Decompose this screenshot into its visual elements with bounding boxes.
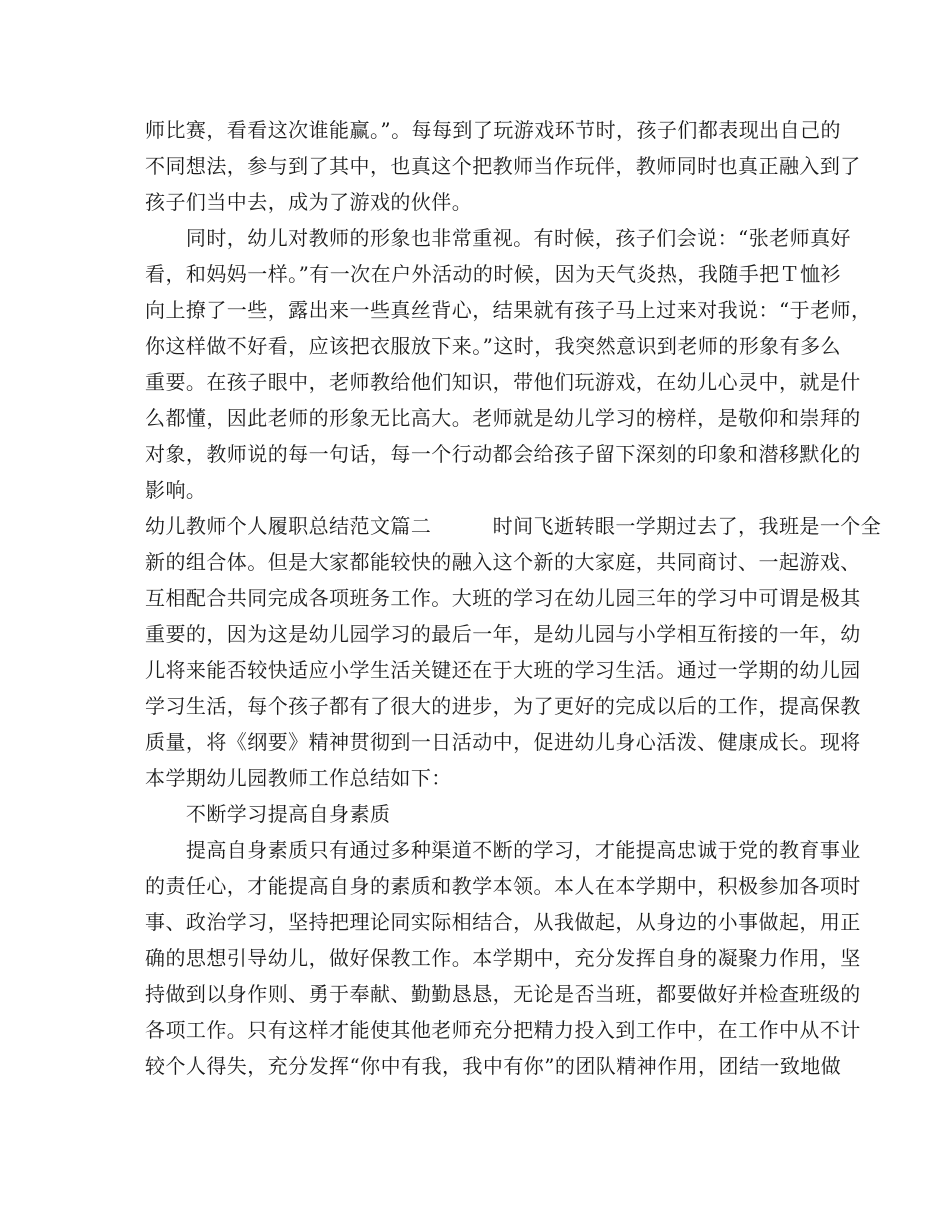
text-line: 对象，教师说的每一句话，每一个行动都会给孩子留下深刻的印象和潜移默化的	[145, 442, 861, 466]
text-line: 确的思想引导幼儿，做好保教工作。本学期中，充分发挥自身的凝聚力作用，坚	[145, 946, 861, 970]
text-line: 师比赛，看看这次谁能赢。”。每每到了玩游戏环节时，孩子们都表现出自己的	[145, 118, 841, 142]
text-line: 事、政治学习，坚持把理论同实际相结合，从我做起，从身边的小事做起，用正	[145, 910, 861, 934]
subheading-line: 不断学习提高自身素质	[145, 802, 391, 826]
text-line: 提高自身素质只有通过多种渠道不断的学习，才能提高忠诚于党的教育事业	[145, 838, 861, 862]
text-line: 儿将来能否较快适应小学生活关键还在于大班的学习生活。通过一学期的幼儿园	[145, 658, 861, 682]
text-line: 重要的，因为这是幼儿园学习的最后一年，是幼儿园与小学相互衔接的一年，幼	[145, 622, 861, 646]
text-line: 新的组合体。但是大家都能较快的融入这个新的大家庭，共同商讨、一起游戏、	[145, 550, 861, 574]
text-line: 同时，幼儿对教师的形象也非常重视。有时候，孩子们会说：“张老师真好	[145, 226, 851, 250]
text-line: 较个人得失，充分发挥“你中有我，我中有你”的团队精神作用，团结一致地做	[145, 1054, 842, 1078]
text-line: 持做到以身作则、勇于奉献、勤勤恳恳，无论是否当班，都要做好并检查班级的	[145, 982, 861, 1006]
text-line: 本学期幼儿园教师工作总结如下：	[145, 766, 452, 790]
section-heading-line: 幼儿教师个人履职总结范文篇二 时间飞逝转眼一学期过去了，我班是一个全	[145, 514, 882, 538]
text-line: 的责任心，才能提高自身的素质和教学本领。本人在本学期中，积极参加各项时	[145, 874, 861, 898]
text-line: 向上撩了一些，露出来一些真丝背心，结果就有孩子马上过来对我说：“于老师，	[145, 298, 872, 322]
text-line: 互相配合共同完成各项班务工作。大班的学习在幼儿园三年的学习中可谓是极其	[145, 586, 861, 610]
text-line: 各项工作。只有这样才能使其他老师充分把精力投入到工作中，在工作中从不计	[145, 1018, 861, 1042]
text-line: 你这样做不好看，应该把衣服放下来。”这时，我突然意识到老师的形象有多么	[145, 334, 841, 358]
text-line: 影响。	[145, 478, 207, 502]
text-line: 看，和妈妈一样。”有一次在户外活动的时候，因为天气炎热，我随手把Ｔ恤衫	[145, 262, 841, 286]
text-line: 孩子们当中去，成为了游戏的伙伴。	[145, 190, 473, 214]
text-line: 学习生活，每个孩子都有了很大的进步，为了更好的完成以后的工作，提高保教	[145, 694, 861, 718]
text-line: 么都懂，因此老师的形象无比高大。老师就是幼儿学习的榜样，是敬仰和崇拜的	[145, 406, 861, 430]
text-line: 重要。在孩子眼中，老师教给他们知识，带他们玩游戏，在幼儿心灵中，就是什	[145, 370, 861, 394]
text-line: 质量，将《纲要》精神贯彻到一日活动中，促进幼儿身心活泼、健康成长。现将	[145, 730, 861, 754]
text-line: 不同想法，参与到了其中，也真这个把教师当作玩伴，教师同时也真正融入到了	[145, 154, 861, 178]
